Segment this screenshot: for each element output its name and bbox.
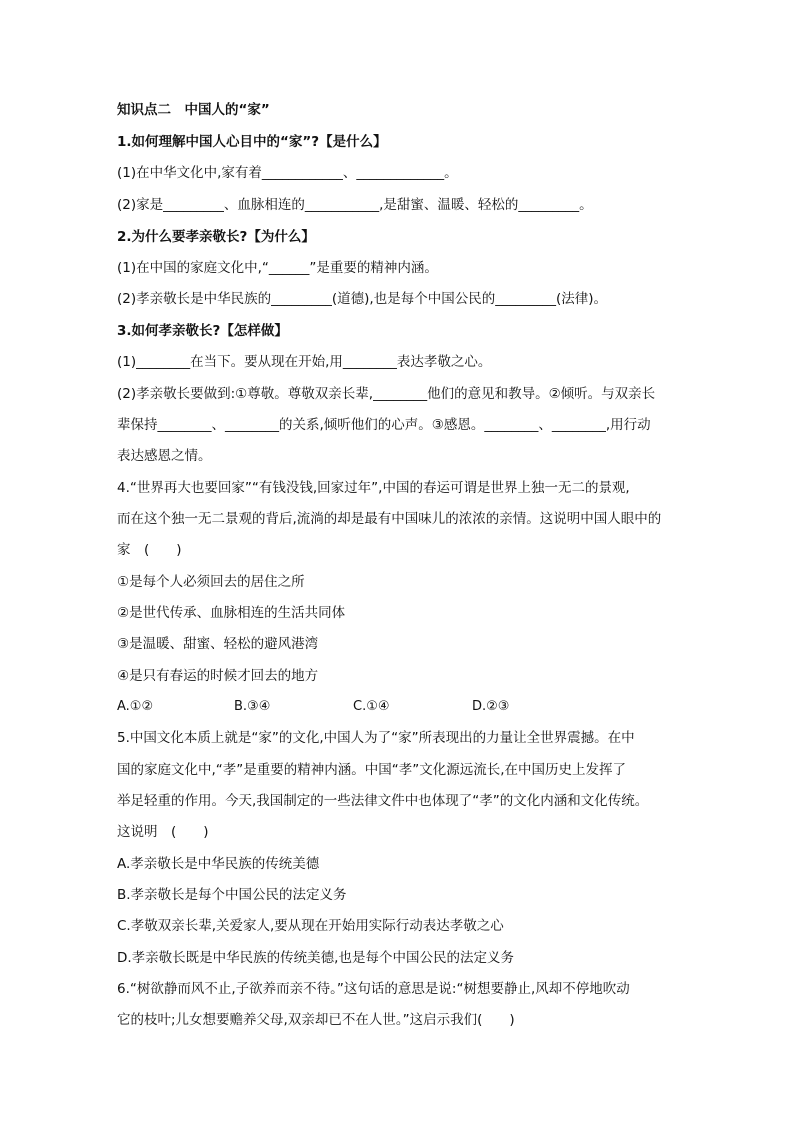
q5-stem-line2: 国的家庭文化中,“孝”是重要的精神内涵。中国“孝”文化源远流长,在中国历史上发挥了 xyxy=(117,762,627,778)
q5-option-d: D.孝亲敬长既是中华民族的传统美德,也是每个中国公民的法定义务 xyxy=(117,950,514,966)
q4-stem-line3: 家 ( ) xyxy=(117,542,182,558)
q4-option-c: C.①④ xyxy=(353,699,390,714)
q3-part1: (1)________在当下。要从现在开始,用________表达孝敬之心。 xyxy=(117,354,492,370)
q5-option-b: B.孝亲敬长是每个中国公民的法定义务 xyxy=(117,887,347,903)
q1-part2: (2)家是_________、血脉相连的___________,是甜蜜、温暖、轻松的_________。 xyxy=(117,197,593,213)
q4-item-1: ①是每个人必须回去的居住之所 xyxy=(117,574,305,590)
q5-stem-line1: 5.中国文化本质上就是“家”的文化,中国人为了“家”所表现出的力量让全世界震撼。在中 xyxy=(117,730,635,746)
q6-stem-line1: 6.“树欲静而风不止,子欲养而亲不待。”这句话的意思是说:“树想要静止,风却不停地吹动 xyxy=(117,981,630,997)
q5-option-c: C.孝敬双亲长辈,关爱家人,要从现在开始用实际行动表达孝敬之心 xyxy=(117,918,504,934)
q2-part2: (2)孝亲敬长是中华民族的_________(道德),也是每个中国公民的_________(法律)。 xyxy=(117,291,607,307)
q3-heading: 3.如何孝亲敬长?【怎样做】 xyxy=(117,323,288,339)
q3-part2-line2: 辈保持________、________的关系,倾听他们的心声。③感恩。________、________,用行动 xyxy=(117,417,651,433)
q4-stem-line2: 而在这个独一无二景观的背后,流淌的却是最有中国味儿的浓浓的亲情。这说明中国人眼中的 xyxy=(117,511,662,527)
q6-stem-line2: 它的枝叶;儿女想要赡养父母,双亲却已不在人世。”这启示我们( ) xyxy=(117,1012,515,1028)
q4-option-b: B.③④ xyxy=(234,699,271,714)
q1-part1: (1)在中华文化中,家有着____________、_____________。 xyxy=(117,165,458,181)
q2-part1: (1)在中国的家庭文化中,“______”是重要的精神内涵。 xyxy=(117,260,438,276)
q4-stem-line1: 4.“世界再大也要回家”“有钱没钱,回家过年”,中国的春运可谓是世界上独一无二的景观, xyxy=(117,480,630,496)
q4-item-3: ③是温暖、甜蜜、轻松的避风港湾 xyxy=(117,636,319,652)
q2-heading: 2.为什么要孝亲敬长?【为什么】 xyxy=(117,229,315,245)
q4-option-a: A.①② xyxy=(117,699,154,714)
q5-option-a: A.孝亲敬长是中华民族的传统美德 xyxy=(117,856,320,872)
section-title: 知识点二 中国人的“家” xyxy=(117,102,270,118)
q4-item-2: ②是世代传承、血脉相连的生活共同体 xyxy=(117,605,346,621)
q3-part2-line3: 表达感恩之情。 xyxy=(117,448,212,464)
q5-stem-line3: 举足轻重的作用。今天,我国制定的一些法律文件中也体现了“孝”的文化内涵和文化传统。 xyxy=(117,793,649,809)
q1-heading: 1.如何理解中国人心目中的“家”?【是什么】 xyxy=(117,134,387,150)
q3-part2-line1: (2)孝亲敬长要做到:①尊敬。尊敬双亲长辈,________他们的意见和教导。②倾听。与双亲长 xyxy=(117,386,656,402)
q5-stem-line4: 这说明 ( ) xyxy=(117,824,209,840)
q4-item-4: ④是只有春运的时候才回去的地方 xyxy=(117,668,319,684)
q4-option-d: D.②③ xyxy=(472,699,510,714)
